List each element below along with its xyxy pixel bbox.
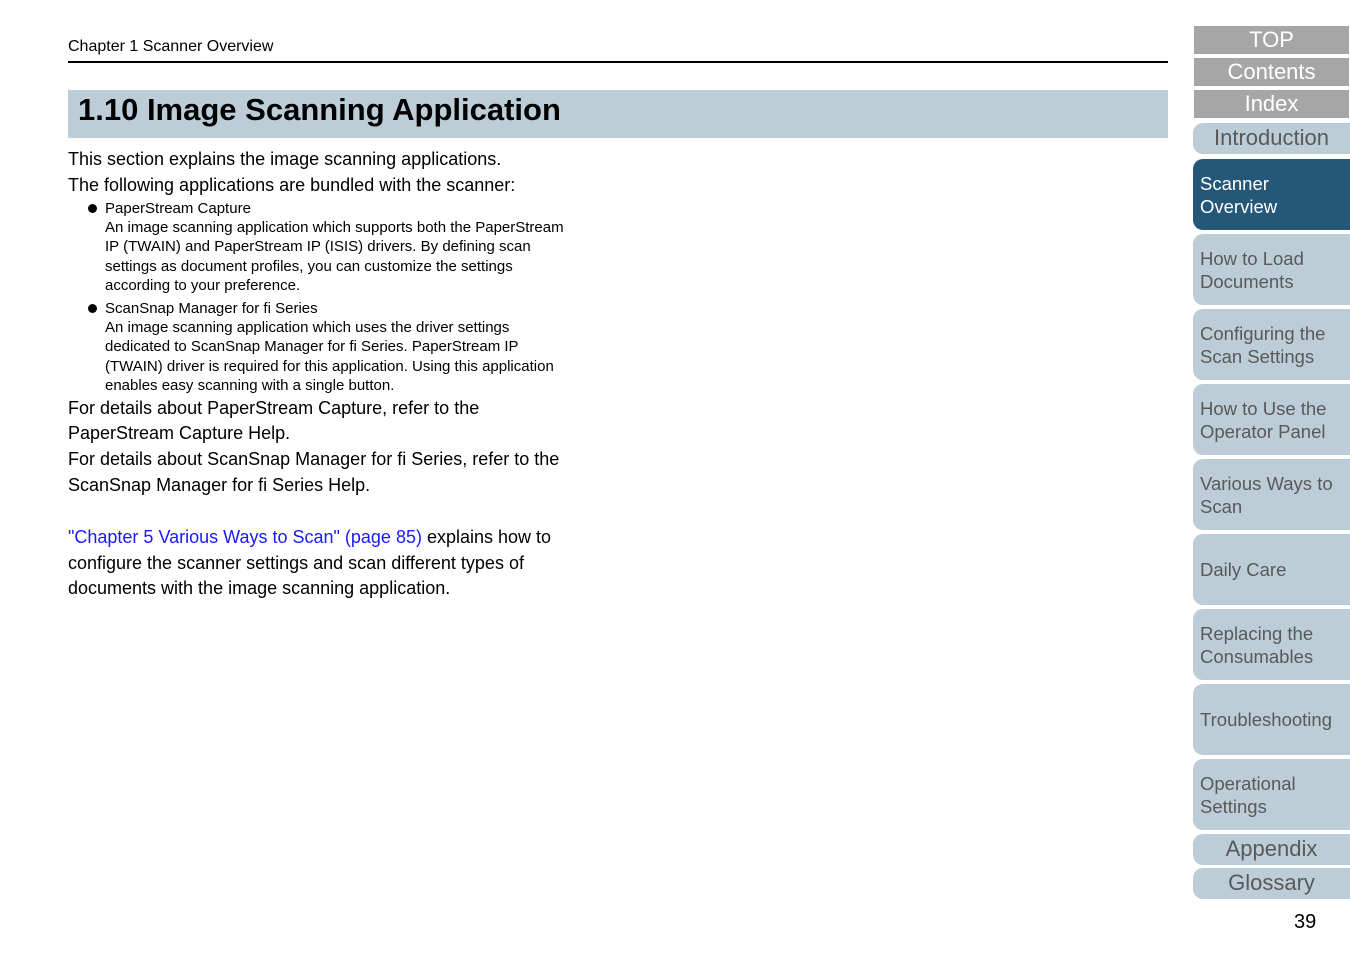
tab-scanner-overview[interactable]	[1193, 159, 1350, 230]
list-item-line: An image scanning application which supports both the PaperStream	[105, 219, 564, 236]
tab-daily-care[interactable]	[1193, 534, 1350, 605]
details-paperstream-line-2: PaperStream Capture Help.	[68, 423, 291, 444]
tab-label: Replacing the	[1200, 622, 1314, 644]
list-item-line: IP (TWAIN) and PaperStream IP (ISIS) drivers. By defining scan	[105, 238, 531, 256]
tab-introduction[interactable]: Introduction	[1193, 123, 1350, 154]
list-item-line: An image scanning application which uses the driver settings	[105, 319, 510, 337]
closing-line-1	[68, 525, 608, 551]
details-scansnap-line-1: For details about ScanSnap Manager for fi Series, refer to the	[68, 449, 560, 470]
tab-label: Operator Panel	[1200, 420, 1326, 442]
tab-configuring-scan-settings[interactable]	[1193, 309, 1350, 380]
intro-line-1: This section explains the image scanning applications.	[68, 149, 502, 169]
closing-line-1-suffix: explains how to	[421, 526, 552, 547]
details-scansnap-line-2: ScanSnap Manager for fi Series Help.	[68, 475, 371, 496]
list-item-line: (TWAIN) driver is required for this application. Using this application	[105, 357, 554, 375]
tab-label: How to Load	[1200, 247, 1304, 269]
nav-index-button[interactable]: Index	[1194, 90, 1349, 118]
nav-contents-button[interactable]: Contents	[1194, 58, 1349, 86]
tab-label: Operational	[1200, 772, 1296, 794]
tab-label: Scan	[1200, 495, 1243, 517]
tab-label: Consumables	[1200, 645, 1314, 667]
list-item-line: enables easy scanning with a single button.	[105, 377, 395, 395]
intro-line-2: The following applications are bundled with the scanner:	[68, 174, 516, 195]
bullet-icon	[88, 204, 97, 213]
paragraph-gap	[68, 499, 608, 525]
tab-label: Various Ways to	[1200, 472, 1333, 494]
tab-label: Configuring the	[1200, 322, 1326, 344]
tab-label: Daily Care	[1200, 559, 1287, 580]
page-number: 39	[1294, 911, 1317, 933]
bullet-icon	[88, 304, 97, 313]
side-navigation	[1193, 0, 1350, 954]
list-item-line: dedicated to ScanSnap Manager for fi Series. PaperStream IP	[105, 338, 519, 356]
section-title-bar	[68, 90, 1168, 138]
main-content	[68, 147, 608, 602]
list-item-line: according to your preference.	[105, 277, 301, 295]
chapter-5-link[interactable]: "Chapter 5 Various Ways to Scan" (page 85)	[68, 526, 422, 547]
tab-label: Documents	[1200, 270, 1294, 292]
nav-top-button[interactable]: TOP	[1194, 26, 1349, 54]
tab-various-ways-to-scan[interactable]	[1193, 459, 1350, 530]
list-item-line: settings as document profiles, you can customize the settings	[105, 257, 513, 275]
tab-label: Troubleshooting	[1200, 709, 1332, 730]
tab-glossary[interactable]: Glossary	[1193, 868, 1350, 899]
tab-operator-panel[interactable]	[1193, 384, 1350, 455]
header-rule	[68, 61, 1168, 63]
chapter-header: Chapter 1 Scanner Overview	[68, 38, 274, 55]
tab-appendix[interactable]: Appendix	[1193, 834, 1350, 865]
tab-label: Scan Settings	[1200, 345, 1315, 367]
tab-label: How to Use the	[1200, 397, 1327, 419]
tab-label: Scanner	[1200, 172, 1269, 194]
tab-label: Settings	[1200, 795, 1267, 817]
section-title: 1.10 Image Scanning Application	[78, 92, 561, 127]
list-item	[86, 199, 608, 296]
application-list	[86, 199, 608, 396]
tab-troubleshooting[interactable]	[1193, 684, 1350, 755]
details-paperstream-line-1: For details about PaperStream Capture, refer to the	[68, 397, 480, 418]
closing-line-2: configure the scanner settings and scan different types of	[68, 552, 524, 573]
tab-replacing-consumables[interactable]	[1193, 609, 1350, 680]
list-item-title: PaperStream Capture	[105, 199, 251, 217]
tab-how-to-load-documents[interactable]	[1193, 234, 1350, 305]
tab-operational-settings[interactable]	[1193, 759, 1350, 830]
tab-label: Overview	[1200, 195, 1278, 217]
closing-line-3: documents with the image scanning application.	[68, 578, 451, 599]
list-item-title: ScanSnap Manager for fi Series	[105, 299, 318, 317]
list-item	[86, 299, 608, 396]
